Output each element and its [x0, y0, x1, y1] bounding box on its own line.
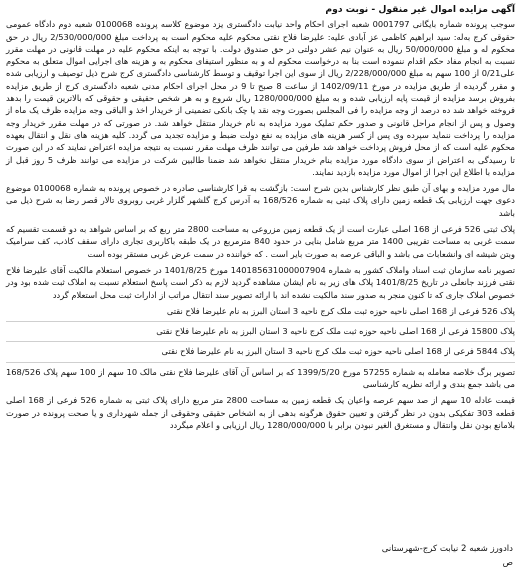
- plate-line-526: پلاک 526 فرعی از 168 اصلی ناحیه حوزه ثبت ملک کرج ناحیه 3 استان البرز به نام علیرضا فلاح نقتی: [166, 305, 515, 316]
- notice-body-paragraph: سوجب پرونده شماره بایگانی 0001797 شعبه اجرای احکام واحد نیابت دادگستری یزد موضوع کلاسه پرونده 0100068 شعبه دوم دادگاه عمومی حقوقی کرج به‌له: سید ابراهیم کاظمی عز آبادی علیه: علیرضا فلاح نقتی محکوم علیه محکوم است به پرداخت مبلغ 2/530/000/000 ریال در حق محکوم له و مبلغ 50/000/000 ریال به عنوان نیم عشر دولتی در حق صندوق دولت. با توجه به اینکه محکوم علیه در مهلت قانونی در مهلت مقرر نسبت به انجام مفاد حکم اقدام ننموده است بنا به درخواست محکوم له و به منظور استیفای محکوم به و هزینه های اجرایی اموال متعلق به محکوم علی0/21 از 100 سهم به مبلغ 2/228/000/000 ریال از سوی این اجرا توقیف و توسط کارشناسی دادگستری کرج شرح ذیل توصیف و ارزیابی شده و مقرر گردیده از طریق مزایده در مورخ 1402/09/11 از ساعت 8 صبح تا 9 در محل اجرای احکام مدنی شعبه دادگستری کرج از طریق مزایده بفروش برسد مزایده از قیمت پایه ارزیابی شده و به مبلغ 1280/000/000 ریال شروع و به هر شخص حقیقی و حقوقی که بالاترین قیمت را بدهد فروخته خواهد شد ده درصد از وجه مزایده را فی المجلس بصورت وجه نقد یا چک بانکی تضمینی از خریدار اخذ و الباقی وجه مزایده ظرف یک ماه از وصول و پس از انجام مراحل قانونی و صدور حکم تملیک مورد مزایده به نام خریدار منتقل خواهد شد. در صورتی که در مهلت مقرر خریدار وجه مزایده را پرداخت ننماید سپرده وی پس از کسر هزینه های مزایده به نفع دولت ضبط و مزایده تجدید می گردد. کلیه هزینه های نقل و انتقال بعهده محکوم علیه است که از محل فروش پرداخت خواهد شد طرفین می توانند ظرف مهلت مقرر نسبت به نتیجه مزایده اعتراض نمایند که در این صورت تا رسیدگی به اعتراض از سوی دادگاه مورد مزایده بنام خریدار منتقل نخواهد شد ضمنا طالبین شرکت در مزایده می توانند ظرف 5 روز قبل از مزایده با اطلاع این اجرا از اموال مورد مزایده بازدید نمایند.: [6, 19, 516, 177]
- divider: [6, 362, 515, 363]
- signature-initial: ص: [502, 558, 513, 568]
- valuation-paragraph: قیمت عادله 10 سهم از صد سهم عرصه واعیان یک قطعه زمین به مساحت 2800 متر مربع دارای پلاک ثبتی به شماره 526 فرعی از 168 اصلی قطعه 303 تفکیکی بدون در نظر گرفتن و تعیین حقوق هرگونه بدهی از به اشخاص حقیقی وحقوقی از جمله شهرداری و یا صحت پرونده در صورت بلامانع بودن نقل وانتقال و مستغرق الغیر نبودن برابر با 1280/000/000 ریال ارزیابی و اعلام میگردد: [6, 395, 515, 430]
- plate-line-5844: پلاک 5844 فرعی از 168 اصلی ناحیه حوزه ثبت ملک کرج ناحیه 3 استان البرز به نام علیرضا فلاح نقتی: [161, 346, 515, 357]
- transaction-summary-paragraph: تصویر برگ خلاصه معامله به شماره 57255 مورخ 1399/5/20 که بر اساس آن آقای علیرضا فلاح نقتی مالک 10 سهم از 100 سهم پلاک 168/526 می باشد جمع بندی و ارائه نظریه کارشناسی: [6, 366, 516, 390]
- auction-notice: [6, 4, 515, 431]
- registry-inquiry-paragraph: تصویر نامه سازمان ثبت اسناد واملاک کشور به شماره 140185631000007904 مورخ 1401/8/25 در خصوص استعلام مالکیت آقای علیرضا فلاح نقتی فرزند جانعلی در تاریخ 1401/8/25 پلاک های زیر به نام ایشان مشاهده گردید لازم به ذکر است پاسخ استعلام نسبت به املاک ثبت شده بود ودر خصوص املاک جاری که تا کنون منجر به صدور سند مالکیت نشده اند با ارائه تصویر سند انتقال مراتب از ادارات ثبت محل استعلام گردد: [6, 264, 515, 300]
- signature-officer: دادورز شعبه 2 نیابت کرج-شهرستانی: [381, 544, 513, 554]
- notice-title: آگهی مزایده اموال غیر منقول - نوبت دوم: [325, 4, 515, 15]
- plate-line-15800: پلاک 15800 فرعی از 168 اصلی ناحیه حوزه ثبت ملک کرج ناحیه 3 استان البرز به نام علیرضا فلاح نقتی: [156, 326, 515, 337]
- divider: [6, 341, 515, 342]
- divider: [6, 321, 515, 322]
- property-description-paragraph: مال مورد مزایده و بهای آن طبق نظر کارشناس بدین شرح است: بازگشت به قرا کارشناسی صادره در خصوص پرونده به شماره 0100068 موضوع دعوی جهت ارزیابی یک قطعه زمین دارای پلاک ثبتی به شماره 168/526 به آدرس کرج گلشهر گلزار غربی روبروی تالار قصر رضا به شرح ذیل می باشد: [6, 183, 515, 218]
- registration-plate-paragraph: پلاک ثبتی 526 فرعی از 168 اصلی عبارت است از یک قطعه زمین مزروعی به مساحت 2800 متر ربع که بر اساس شواهد به دو قسمت تقسیم که سمت غربی به مساحت تقریبی 1400 متر مربع شامل بنایی در حدود 840 مترمربع در یک طبقه باکاربری تجاری دارای سقف کاذب، کف سرامیک وبتن شیشه ای وانشعابات می باشد و الباقی عرصه به صورت بایر است . که خواننده در سمت عرض غربی مستقر بوده است: [6, 224, 516, 259]
